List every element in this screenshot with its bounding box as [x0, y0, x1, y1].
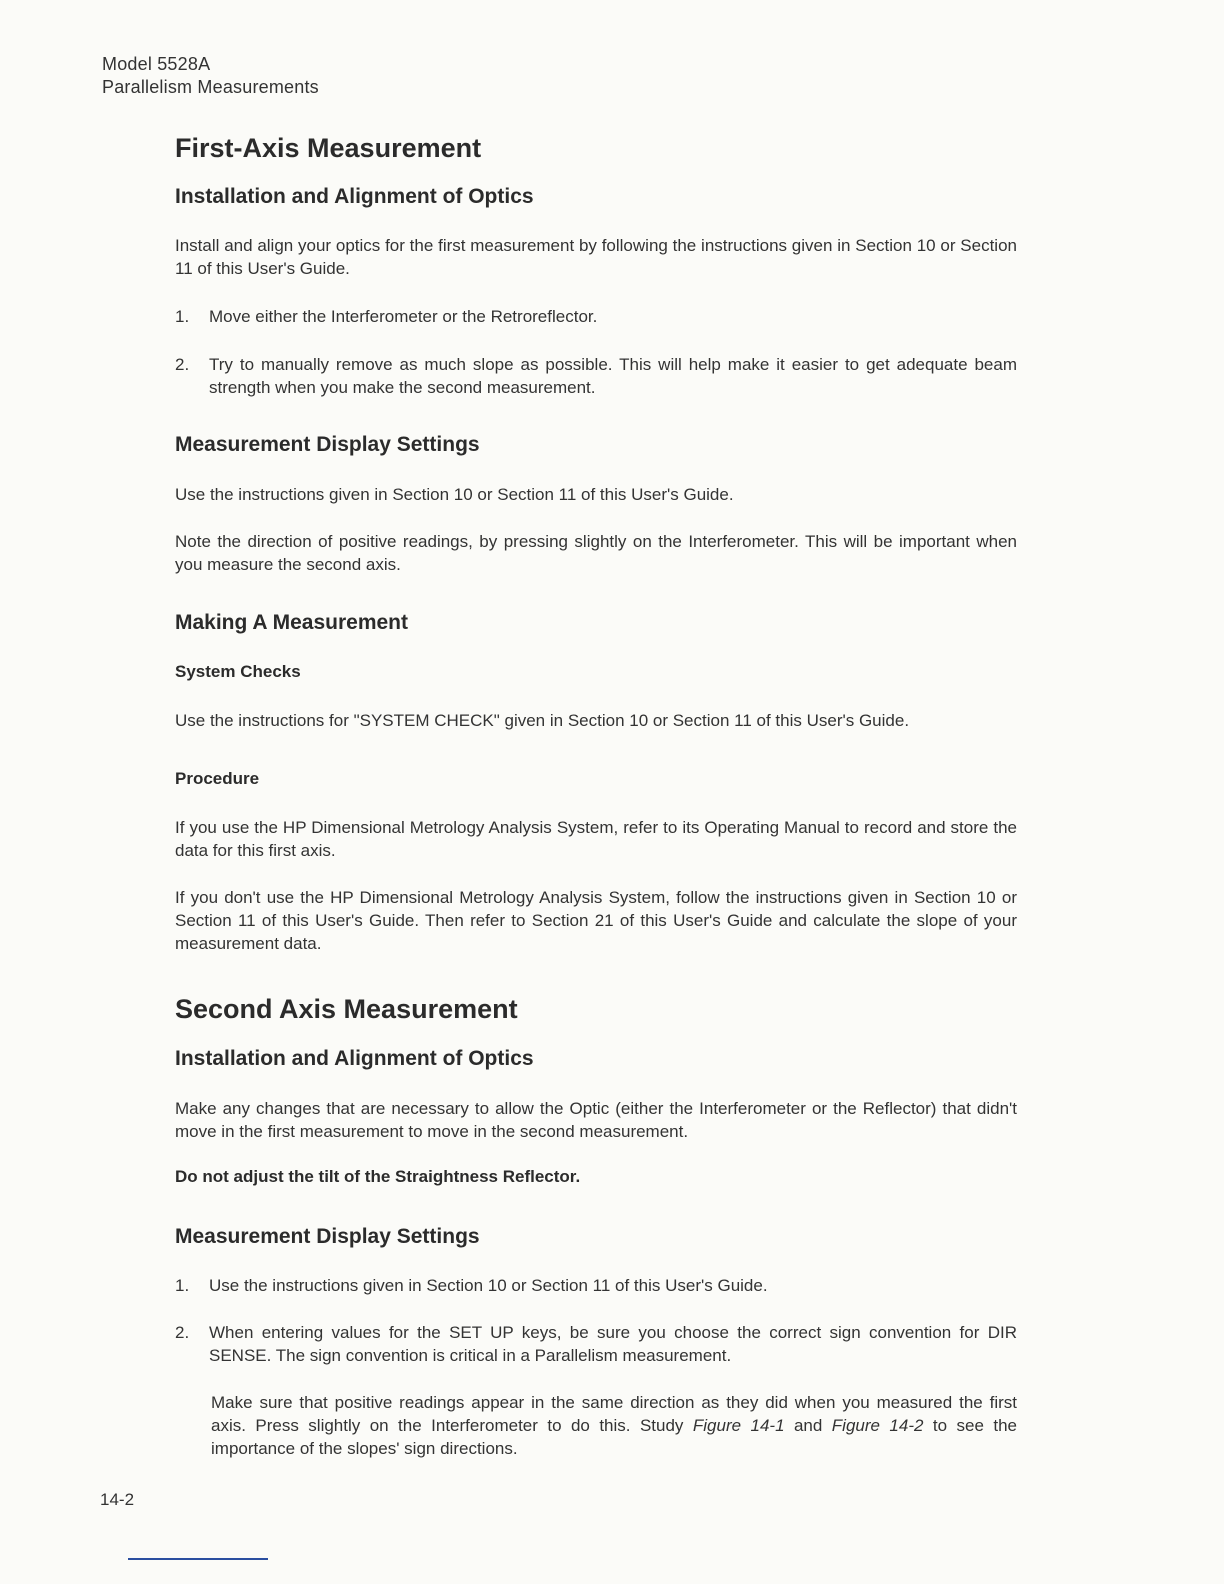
note-text-1: Make sure that positive readings appear in the same direction as they did when you measured the first axis. Press slightly on the Interferometer to do this. Study [211, 1393, 1017, 1435]
first-display-heading: Measurement Display Settings [175, 433, 480, 456]
system-checks-heading: System Checks [175, 662, 301, 681]
second-installation-heading: Installation and Alignment of Optics [175, 1047, 534, 1070]
step-number: 1. [175, 1276, 190, 1295]
first-step-1 [175, 305, 1017, 328]
second-step-1 [175, 1274, 1017, 1297]
step-number: 1. [175, 307, 190, 326]
first-step-2 [175, 353, 1017, 399]
bottom-rule [128, 1558, 268, 1560]
first-display-para2: Note the direction of positive readings, by pressing slightly on the Interferometer. This will be important when you measure the second axis. [175, 532, 1017, 574]
first-axis-title: First-Axis Measurement [175, 133, 482, 163]
figure-ref-14-2: Figure 14-2 [831, 1416, 924, 1435]
second-step-2 [175, 1321, 1017, 1367]
note-text-3: to see the importance of the slopes' sign directions. [211, 1416, 1018, 1458]
header-section: Parallelism Measurements [102, 77, 319, 97]
tilt-warning: Do not adjust the tilt of the Straightness Reflector. [175, 1167, 581, 1186]
figure-ref-14-1: Figure 14-1 [692, 1416, 785, 1435]
first-installation-heading: Installation and Alignment of Optics [175, 185, 534, 208]
page-number: 14-2 [100, 1490, 135, 1509]
second-axis-title: Second Axis Measurement [175, 994, 518, 1024]
procedure-para1: If you use the HP Dimensional Metrology Analysis System, refer to its Operating Manual to record and store the data for this first axis. [175, 818, 1017, 860]
step-text: When entering values for the SET UP keys, be sure you choose the correct sign convention for DIR SENSE. The sign convention is critical in a Parallelism measurement. [209, 1323, 1017, 1365]
step-number: 2. [175, 1323, 190, 1342]
procedure-para2: If you don't use the HP Dimensional Metrology Analysis System, follow the instructions given in Section 10 or Section 11 of this User's Guide. Then refer to Section 21 of this User's Guide and calculate the slope of your measurement data. [175, 888, 1017, 953]
system-checks-text: Use the instructions for "SYSTEM CHECK" given in Section 10 or Section 11 of this User's Guide. [175, 711, 910, 730]
second-display-heading: Measurement Display Settings [175, 1225, 480, 1248]
making-measurement-heading: Making A Measurement [175, 611, 408, 634]
step-text: Move either the Interferometer or the Retroreflector. [209, 307, 598, 326]
step-text: Try to manually remove as much slope as possible. This will help make it easier to get adequate beam strength when you make the second measurement. [209, 355, 1017, 397]
first-installation-intro: Install and align your optics for the first measurement by following the instructions given in Section 10 or Section 11 of this User's Guide. [175, 236, 1017, 278]
step-number: 2. [175, 355, 190, 374]
first-display-para1: Use the instructions given in Section 10 or Section 11 of this User's Guide. [175, 485, 734, 504]
sign-direction-note [211, 1391, 1017, 1460]
note-text-2: and [784, 1416, 832, 1435]
procedure-heading: Procedure [175, 769, 260, 788]
header-model: Model 5528A [102, 54, 211, 74]
step-text: Use the instructions given in Section 10 or Section 11 of this User's Guide. [209, 1276, 768, 1295]
second-installation-para: Make any changes that are necessary to allow the Optic (either the Interferometer or the Reflector) that didn't move in the first measurement to move in the second measurement. [175, 1099, 1017, 1141]
